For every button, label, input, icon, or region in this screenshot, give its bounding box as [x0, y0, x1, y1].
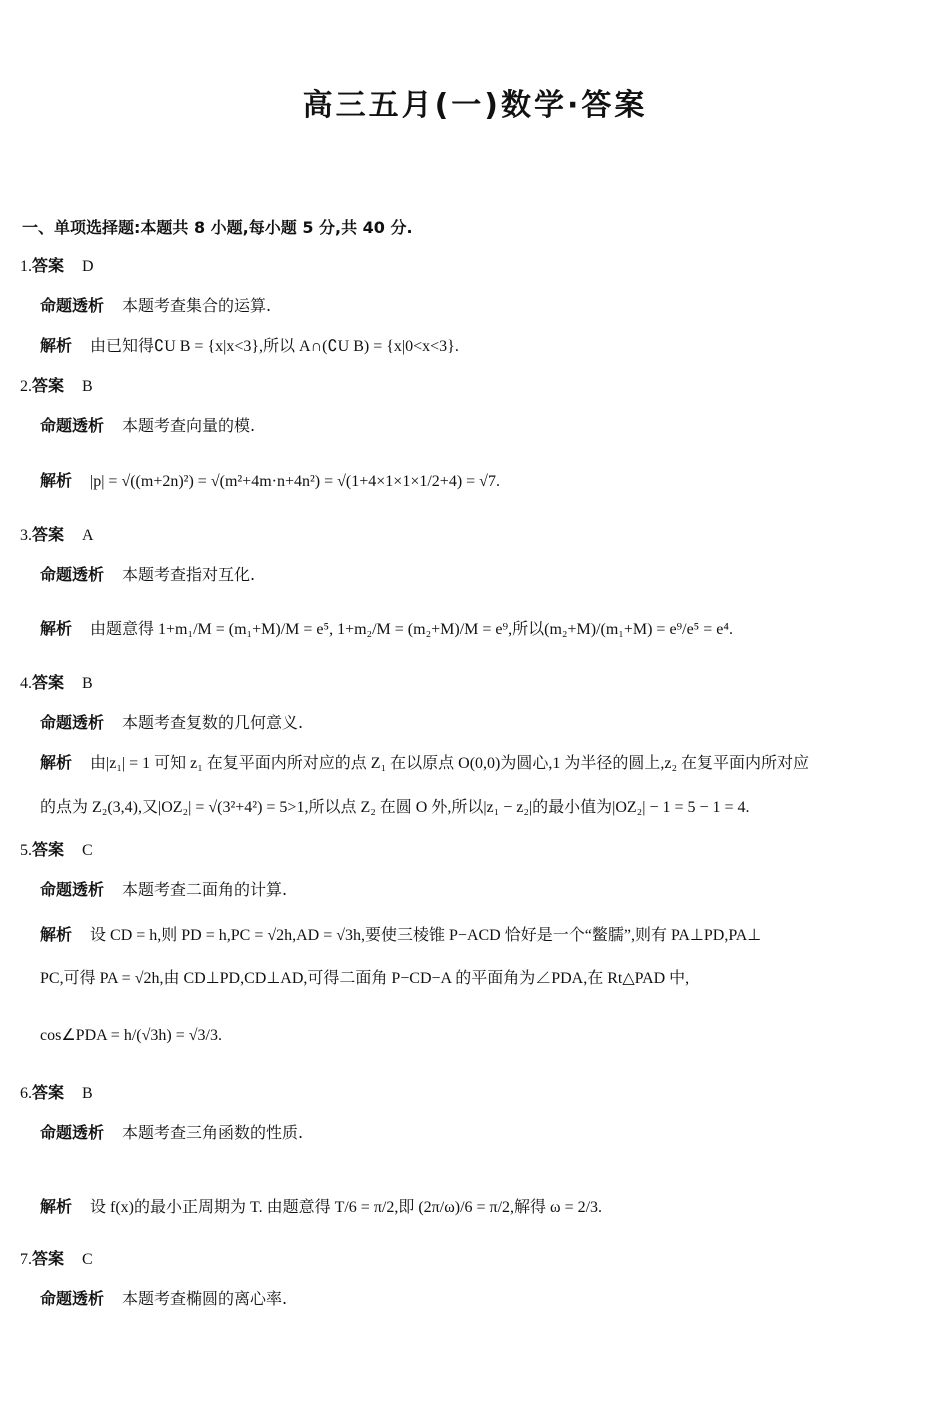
- analysis-label: 解析: [40, 471, 73, 490]
- analysis-label: 解析: [40, 753, 73, 772]
- q5-answer: C: [82, 842, 93, 859]
- intent-label: 命题透析: [40, 416, 105, 435]
- q1-intent: [40, 295, 271, 317]
- q1-number: 1.: [20, 258, 32, 275]
- page-title: 高三五月(一)数学·答案: [302, 88, 648, 123]
- q4-analysis-line1: 由|z₁| = 1 可知 z₁ 在复平面内所对应的点 Z₁ 在以原点 O(0,0)为圆心,1 为半径的圆上,z₂ 在复平面内所对应: [90, 755, 810, 772]
- q6-intent-text: 本题考查三角函数的性质.: [122, 1123, 304, 1142]
- q1-answer: D: [82, 258, 94, 275]
- section-heading: 一、单项选择题:本题共 8 小题,每小题 5 分,共 40 分.: [22, 218, 413, 237]
- q6-answer: B: [82, 1085, 93, 1102]
- q5-analysis-line1: 设 CD = h,则 PD = h,PC = √2h,AD = √3h,要使三棱锥 P−ACD 恰好是一个“鳖臑”,则有 PA⊥PD,PA⊥: [90, 927, 762, 944]
- q7-answer: C: [82, 1251, 93, 1268]
- q6-number: 6.: [20, 1085, 32, 1102]
- intent-label: 命题透析: [40, 880, 105, 899]
- q4-intent-text: 本题考查复数的几何意义.: [122, 713, 304, 732]
- analysis-label: 解析: [40, 619, 73, 638]
- q4-analysis: [40, 752, 809, 775]
- q7-number: 7.: [20, 1251, 32, 1268]
- q2-answer: B: [82, 378, 93, 395]
- intent-label: 命题透析: [40, 1123, 105, 1142]
- q5-intent: [40, 879, 287, 901]
- q3-analysis-text: 由题意得 1+m₁/M = (m₁+M)/M = e⁵, 1+m₂/M = (m₂+M)/M = e⁹,所以(m₂+M)/(m₁+M) = e⁹/e⁵ = e⁴.: [90, 621, 733, 638]
- q2-answer-line: [20, 375, 93, 398]
- answer-label: 答案: [32, 256, 65, 275]
- answer-label: 答案: [32, 1249, 65, 1268]
- q2-intent: [40, 415, 255, 437]
- q5-analysis-line2: PC,可得 PA = √2h,由 CD⊥PD,CD⊥AD,可得二面角 P−CD−A 的平面角为∠PDA,在 Rt△PAD 中,: [40, 970, 690, 987]
- q3-intent: [40, 564, 255, 586]
- answer-label: 答案: [32, 1083, 65, 1102]
- q4-analysis-line2: 的点为 Z₂(3,4),又|OZ₂| = √(3²+4²) = 5>1,所以点 Z₂ 在圆 O 外,所以|z₁ − z₂|的最小值为|OZ₂| − 1 = 5 − 1 = 4.: [40, 799, 750, 816]
- q7-intent-text: 本题考查椭圆的离心率.: [122, 1289, 288, 1308]
- intent-label: 命题透析: [40, 565, 105, 584]
- q3-answer: A: [82, 527, 94, 544]
- answer-label: 答案: [32, 673, 65, 692]
- q4-intent: [40, 712, 303, 734]
- q1-answer-line: [20, 255, 94, 278]
- q6-answer-line: [20, 1082, 93, 1105]
- q5-answer-line: [20, 839, 93, 862]
- analysis-label: 解析: [40, 925, 73, 944]
- analysis-label: 解析: [40, 1197, 73, 1216]
- answer-label: 答案: [32, 525, 65, 544]
- q2-analysis-text: |p| = √((m+2n)²) = √(m²+4m·n+4n²) = √(1+4×1×1×1/2+4) = √7.: [90, 473, 500, 490]
- q5-intent-text: 本题考查二面角的计算.: [122, 880, 288, 899]
- intent-label: 命题透析: [40, 713, 105, 732]
- q3-intent-text: 本题考查指对互化.: [122, 565, 256, 584]
- q7-intent: [40, 1288, 287, 1310]
- q2-intent-text: 本题考查向量的模.: [122, 416, 256, 435]
- intent-label: 命题透析: [40, 1289, 105, 1308]
- q2-number: 2.: [20, 378, 32, 395]
- q5-analysis: [40, 924, 761, 947]
- q4-answer: B: [82, 675, 93, 692]
- q4-number: 4.: [20, 675, 32, 692]
- answer-label: 答案: [32, 376, 65, 395]
- answer-label: 答案: [32, 840, 65, 859]
- q5-analysis-line3: cos∠PDA = h/(√3h) = √3/3.: [40, 1027, 222, 1044]
- q1-intent-text: 本题考查集合的运算.: [122, 296, 272, 315]
- intent-label: 命题透析: [40, 296, 105, 315]
- q4-answer-line: [20, 672, 93, 695]
- q3-answer-line: [20, 524, 94, 547]
- q3-number: 3.: [20, 527, 32, 544]
- q7-answer-line: [20, 1248, 93, 1271]
- q5-number: 5.: [20, 842, 32, 859]
- analysis-label: 解析: [40, 336, 73, 355]
- q1-analysis: [40, 335, 459, 358]
- q1-analysis-text: 由已知得∁U B = {x|x<3},所以 A∩(∁U B) = {x|0<x<3}.: [90, 338, 459, 355]
- q3-analysis: [40, 618, 733, 641]
- q6-analysis: [40, 1196, 602, 1219]
- q2-analysis: [40, 470, 500, 493]
- q6-intent: [40, 1122, 303, 1144]
- q6-analysis-text: 设 f(x)的最小正周期为 T. 由题意得 T/6 = π/2,即 (2π/ω)/6 = π/2,解得 ω = 2/3.: [90, 1199, 603, 1216]
